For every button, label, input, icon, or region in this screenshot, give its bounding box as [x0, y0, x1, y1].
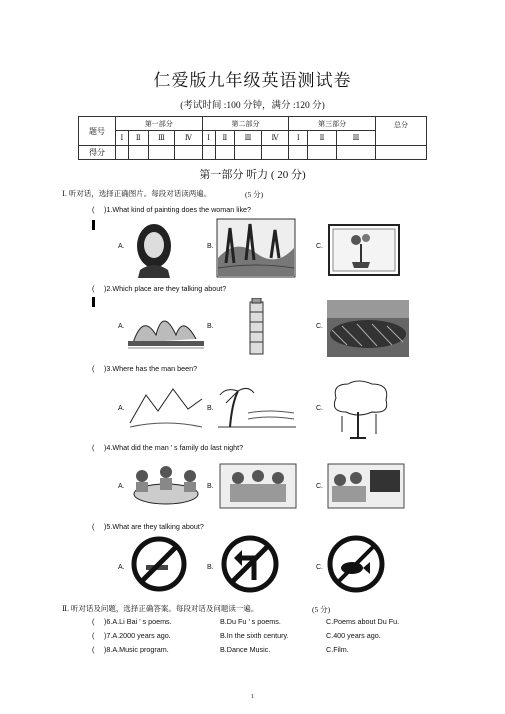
score-cell[interactable]	[175, 146, 202, 160]
q5-opt-a: A.	[118, 564, 125, 571]
family-tv-image[interactable]	[326, 462, 406, 510]
q1-opt-a: A.	[118, 243, 125, 250]
score-cell[interactable]	[202, 146, 215, 160]
score-cell[interactable]	[289, 146, 308, 160]
q6-option-b: B.Du Fu ’ s poems.	[220, 617, 281, 626]
score-cell[interactable]	[261, 146, 288, 160]
col-p2-3: Ⅲ	[235, 131, 262, 146]
instruction-1: Ⅰ. 听对话，选择正确图片。每段对话读两遍。	[62, 189, 212, 198]
col-p1-4: Ⅳ	[175, 131, 202, 146]
col-p2-1: Ⅰ	[202, 131, 215, 146]
page-title: 仁爱版九年级英语测试卷	[153, 71, 352, 90]
col-p2-4: Ⅳ	[261, 131, 288, 146]
instruction-2-points: (5 分)	[312, 605, 331, 614]
row-label-score: 得分	[79, 146, 116, 160]
score-cell[interactable]	[128, 146, 148, 160]
score-cell[interactable]	[116, 146, 129, 160]
beach-image[interactable]	[218, 383, 296, 431]
section-heading: 第一部分 听力 ( 20 分)	[199, 169, 306, 181]
q1-opt-c: C.	[316, 243, 323, 250]
q8-option-a: )8.A.Music program.	[104, 645, 169, 654]
no-smoking-sign-icon[interactable]	[130, 535, 188, 593]
q7-option-b: B.In the sixth century.	[220, 631, 289, 640]
total-header: 总分	[376, 117, 427, 146]
part3-header: 第三部分	[289, 117, 376, 131]
q3-opt-b: B.	[207, 405, 214, 412]
q4-opt-a: A.	[118, 483, 125, 490]
forest-image[interactable]	[328, 378, 394, 440]
q7-option-a: )7.A.2000 years ago.	[104, 631, 171, 640]
q4-opt-c: C.	[316, 483, 323, 490]
score-cell[interactable]	[336, 146, 375, 160]
no-fishing-sign-icon[interactable]	[326, 534, 386, 594]
col-p3-1: Ⅰ	[289, 131, 308, 146]
score-cell[interactable]	[215, 146, 235, 160]
q2-opt-b: B.	[207, 323, 214, 330]
q5-paren: (	[92, 522, 95, 531]
page-number: 1	[251, 694, 254, 700]
family-dinner-image[interactable]	[128, 462, 204, 510]
col-p1-3: Ⅲ	[148, 131, 175, 146]
q4-paren: (	[92, 443, 95, 452]
marker	[92, 297, 95, 307]
q1-opt-b: B.	[207, 243, 214, 250]
q1-paren: (	[92, 205, 95, 214]
q4-text: )4.What did the man ’ s family do last night?	[104, 443, 244, 452]
part1-header: 第一部分	[116, 117, 203, 131]
q2-paren: (	[92, 284, 95, 293]
score-cell[interactable]	[308, 146, 337, 160]
q7-paren: (	[92, 631, 95, 640]
row-label-number: 题号	[79, 117, 116, 146]
landscape-painting-image[interactable]	[216, 218, 296, 278]
part2-header: 第二部分	[202, 117, 289, 131]
col-p2-2: Ⅱ	[215, 131, 235, 146]
instruction-1-points: (5 分)	[245, 190, 264, 199]
score-cell[interactable]	[376, 146, 427, 160]
col-p3-3: Ⅲ	[336, 131, 375, 146]
q3-opt-a: A.	[118, 405, 125, 412]
q3-paren: (	[92, 364, 95, 373]
birds-nest-stadium-image[interactable]	[327, 300, 409, 357]
q2-opt-a: A.	[118, 323, 125, 330]
col-p3-2: Ⅱ	[308, 131, 337, 146]
score-cell[interactable]	[148, 146, 175, 160]
q5-opt-b: B.	[207, 564, 214, 571]
no-left-turn-sign-icon[interactable]	[220, 534, 280, 594]
mountains-image[interactable]	[128, 383, 204, 431]
q5-text: )5.What are they talking about?	[104, 522, 204, 531]
sydney-opera-house-image[interactable]	[128, 305, 204, 350]
q8-paren: (	[92, 645, 95, 654]
q6-option-c: C.Poems about Du Fu.	[326, 617, 400, 626]
col-p1-1: Ⅰ	[116, 131, 129, 146]
q7-option-c: C.400 years ago.	[326, 631, 381, 640]
q4-opt-b: B.	[207, 483, 214, 490]
q8-option-c: C.Film.	[326, 645, 349, 654]
q8-option-b: B.Dance Music.	[220, 645, 271, 654]
score-cell[interactable]	[235, 146, 262, 160]
score-table	[78, 116, 427, 160]
portrait-painting-image[interactable]	[130, 220, 178, 278]
exam-info: (考试时间 :100 分钟，满分 :120 分)	[180, 101, 325, 111]
q2-opt-c: C.	[316, 323, 323, 330]
still-life-painting-image[interactable]	[328, 224, 400, 276]
leaning-tower-image[interactable]	[244, 298, 270, 358]
q3-text: )3.Where has the man been?	[104, 364, 198, 373]
col-p1-2: Ⅱ	[128, 131, 148, 146]
q5-opt-c: C.	[316, 564, 323, 571]
instruction-2: Ⅱ. 听对话及问题，选择正确答案。每段对话及问题读一遍。	[62, 604, 259, 613]
marker	[92, 220, 95, 230]
q3-opt-c: C.	[316, 405, 323, 412]
q2-text: )2.Which place are they talking about?	[104, 284, 227, 293]
q6-paren: (	[92, 617, 95, 626]
q1-text: )1.What kind of painting does the woman like?	[104, 205, 252, 214]
q6-option-a: )6.A.Li Bai ’ s poems.	[104, 617, 172, 626]
family-watching-image[interactable]	[218, 462, 298, 510]
